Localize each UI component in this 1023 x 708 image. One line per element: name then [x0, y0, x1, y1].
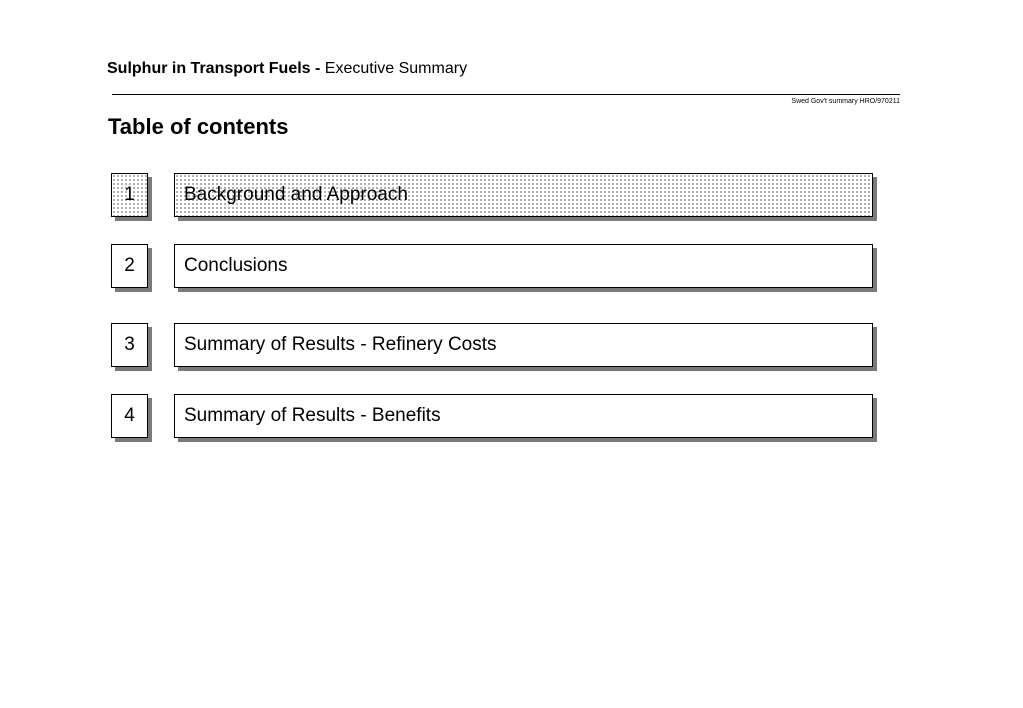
document-header-title — [107, 60, 467, 78]
toc-item-benefits[interactable] — [0, 394, 1023, 442]
toc-item-label[interactable]: Conclusions — [174, 244, 873, 288]
toc-item-label[interactable]: Summary of Results - Benefits — [174, 394, 873, 438]
toc-heading: Table of contents — [108, 114, 289, 139]
toc-item-number: 1 — [111, 173, 148, 217]
header-divider — [112, 94, 900, 95]
toc-item-number: 4 — [111, 394, 148, 438]
document-reference: Swed Gov't summary HRO/970211 — [791, 98, 900, 105]
toc-item-number: 2 — [111, 244, 148, 288]
toc-item-number: 3 — [111, 323, 148, 367]
toc-item-background-and-approach[interactable] — [0, 173, 1023, 221]
toc-item-label[interactable]: Summary of Results - Refinery Costs — [174, 323, 873, 367]
toc-item-refinery-costs[interactable] — [0, 323, 1023, 371]
header-title-rest: Executive Summary — [324, 60, 468, 77]
header-title-bold: Sulphur in Transport Fuels - — [107, 60, 321, 77]
toc-item-conclusions[interactable] — [0, 244, 1023, 292]
toc-item-label[interactable]: Background and Approach — [174, 173, 873, 217]
